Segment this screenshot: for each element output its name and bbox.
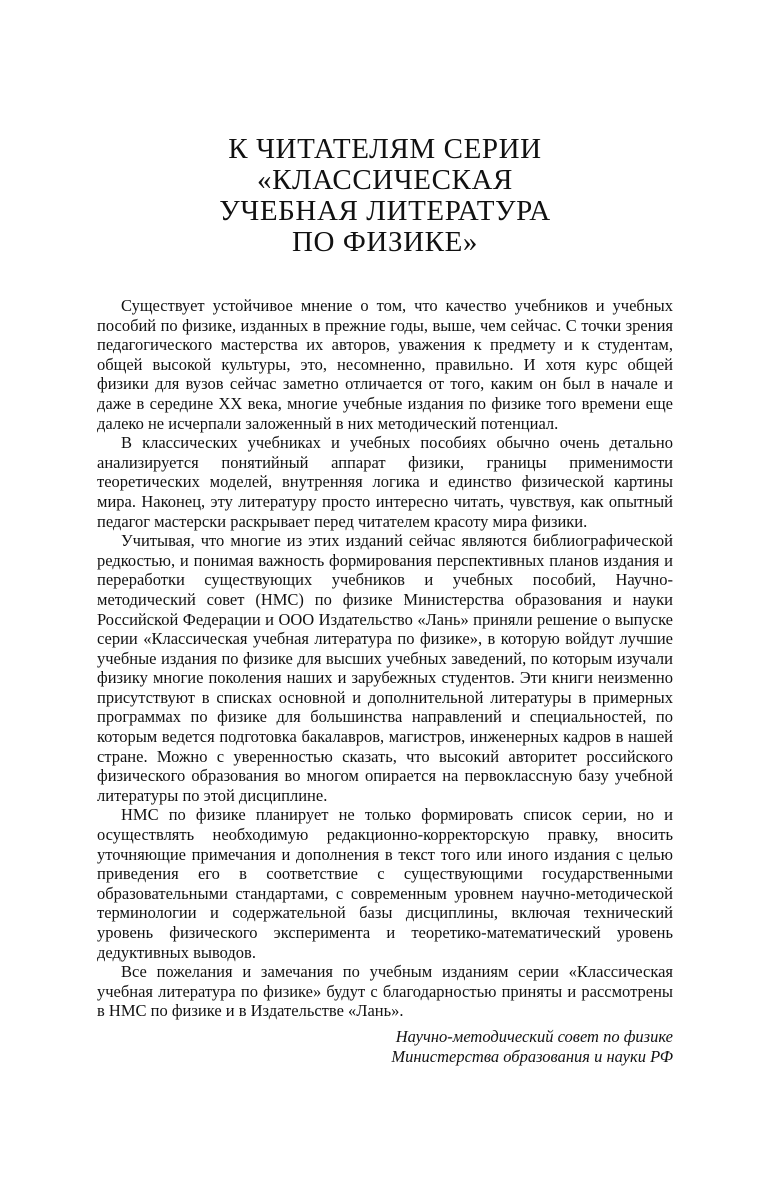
body-text [97,296,673,1021]
title-line-2: «КЛАССИЧЕСКАЯ [257,164,513,196]
title-line-4: ПО ФИЗИКЕ» [291,226,479,258]
signature-line-2: Министерства образования и науки РФ [391,1046,673,1066]
title-line-1: К ЧИТАТЕЛЯМ СЕРИИ [228,133,542,165]
paragraph-4: НМС по физике планирует не только формировать список серии, но и осуществлять необходимую редакционно-корректорскую правку, вносить уточняющие примечания и дополнения в текст того или иного издания с целью приведения его в соответствие с существующими государственными образовательными стандартами, с современным уровнем научно-методической терминологии и содержательной базы дисциплины, включая технический уровень физического эксперимента и теоретико-математический уровень дедуктивных выводов. [97,805,673,962]
page-title [97,134,673,258]
paragraph-3: Учитывая, что многие из этих изданий сейчас являются библиографической редкостью, и понимая важность формирования перспективных планов издания и переработки существующих учебников и учебных пособий, Научно-методический совет (НМС) по физике Министерства образования и науки Российской Федерации и ООО Издательство «Лань» приняли решение о выпуске серии «Классическая учебная литература по физике», в которую войдут лучшие учебные издания по физике для высших учебных заведений, по которым изучали физику многие поколения наших и зарубежных студентов. Эти книги неизменно присутствуют в списках основной и дополнительной литературы в примерных программах по физике для большинства направлений и специальностей, по которым ведется подготовка бакалавров, магистров, инженерных кадров в нашей стране. Можно с уверенностью сказать, что высокий авторитет российского физического образования во многом опирается на первоклассную базу учебной литературы по этой дисциплине. [97,531,673,805]
signature-line-1: Научно-методический совет по физике [395,1026,673,1046]
paragraph-1: Существует устойчивое мнение о том, что качество учебников и учебных пособий по физике, изданных в прежние годы, выше, чем сейчас. С точки зрения педагогического мастерства их авторов, уважения к предмету и к студентам, общей высокой культуры, это, несомненно, правильно. И хотя курс общей физики для вузов сейчас заметно отличается от того, каким он был в начале и даже в середине XX века, многие учебные издания по физике того времени еще далеко не исчерпали заложенный в них методический потенциал. [97,296,673,433]
title-line-3: УЧЕБНАЯ ЛИТЕРАТУРА [219,195,551,227]
signature-block [97,1027,673,1066]
paragraph-5: Все пожелания и замечания по учебным изданиям серии «Классическая учебная литература по физике» будут с благодарностью приняты и рассмотрены в НМС по физике и в Издательстве «Лань». [97,962,673,1021]
paragraph-2: В классических учебниках и учебных пособиях обычно очень детально анализируется понятийный аппарат физики, границы применимости теоретических моделей, внутренняя логика и единство физической картины мира. Наконец, эту литературу просто интересно читать, чувствуя, как опытный педагог мастерски раскрывает перед читателем красоту мира физики. [97,433,673,531]
document-page [97,134,673,1066]
